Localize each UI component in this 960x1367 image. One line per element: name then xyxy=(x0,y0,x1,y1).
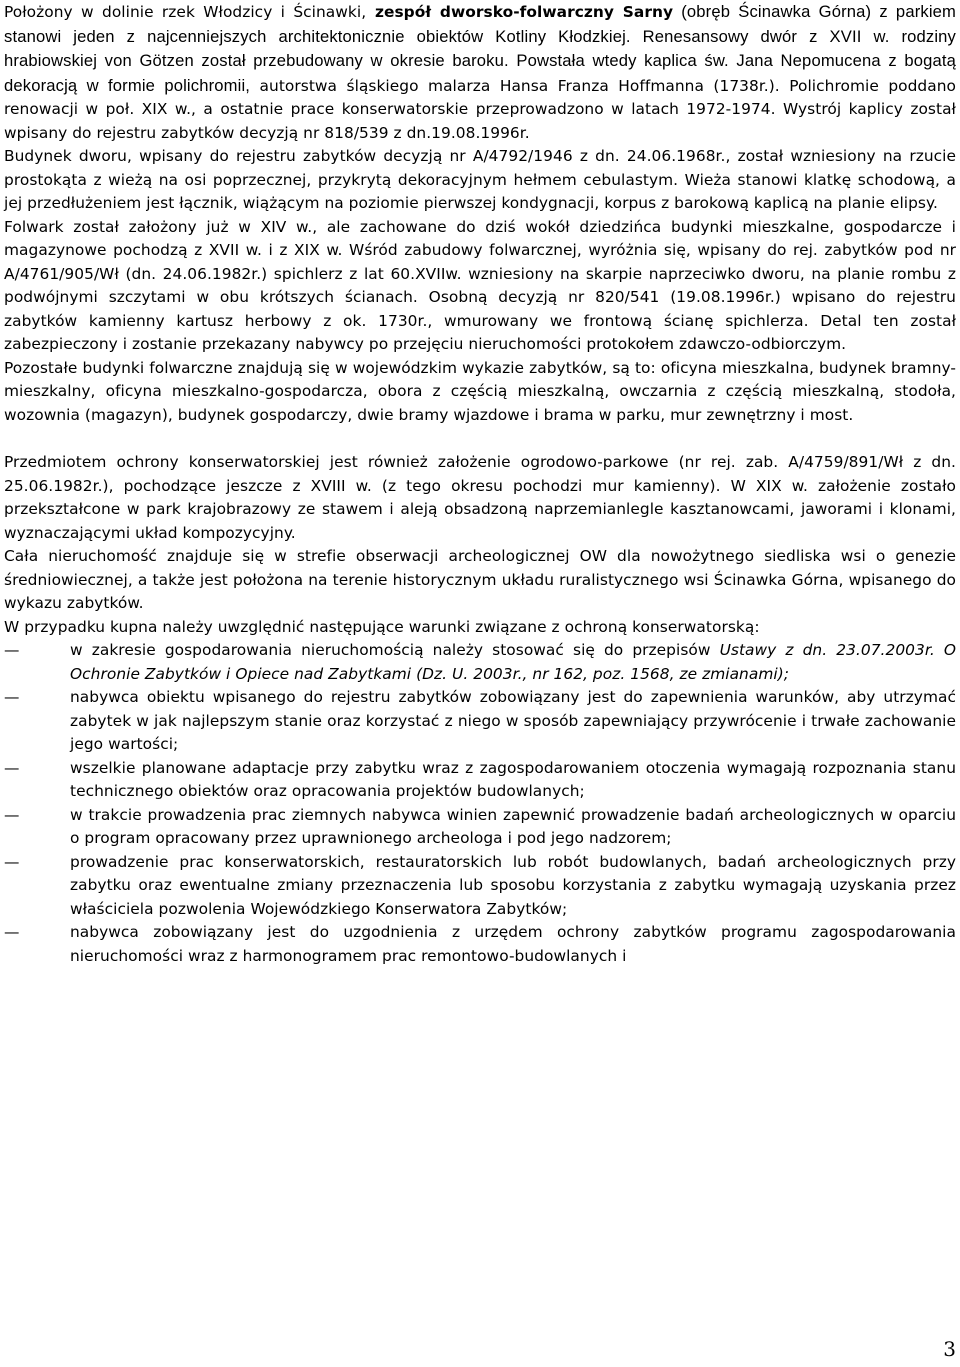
list-item-text: nabywca zobowiązany jest do uzgodnienia z urzędem ochrony zabytków programu zagospodarowania nieruchomości wraz z harmonogramem prac remontowo-budowlanych i xyxy=(70,923,956,965)
dash-bullet: — xyxy=(4,688,20,706)
list-item-text: w zakresie gospodarowania nieruchomością należy stosować się do przepisów xyxy=(70,641,720,659)
intro-text-start: Położony w dolinie rzek Włodzicy i Ścinawki, xyxy=(4,3,367,21)
paragraph-farm: Folwark został założony już w XIV w., ale zachowane do dziś wokół dziedzińca budynki mieszkalne, gospodarcze i magazynowe pochodzą z XVII w. i z XIX w. Wśród zabudowy folwarcznej, wyróżnia się, wpisany do rej. zabytków pod nr A/4761/905/Wł (dn. 24.06.1982r.) spichlerz z lat 60.XVIIw. wzniesiony na skarpie naprzeciwko dworu, na planie rombu z podwójnymi szczytami w obu krótszych ścianach. Osobną decyzją nr 820/541 (19.08.1996r.) wpisano do rejestru zabytków kamienny kartusz herbowy z ok. 1730r., wmurowany we frontową ścianę spichlerza. Detal ten został zabezpieczony i zostanie przekazany nabywcy po przejęciu nieruchomości protokołem zdawczo-odbiorczym. xyxy=(4,217,956,353)
intro-bold-name: zespół dworsko-folwarczny Sarny xyxy=(366,3,674,21)
intro-text-end: autorstwa śląskiego malarza Hansa Franza Hoffmanna (1738r.). Polichromie poddano renowacji w poł. XIX w., a ostatnie prace konserwatorskie przeprowadzono w latach 1972-1974. Wystrój kaplicy został wpisany do rejestru zabytków decyzją nr 818/539 z dn.19.08.1996r. xyxy=(4,76,956,142)
dash-bullet: — xyxy=(4,758,20,777)
intro-text-arial: (obręb Ścinawka Górna) z parkiem stanowi jeden z najcenniejszych architektonicznie obiektów Kotliny Kłodzkiej. Renesansowy dwór z XVII w. rodziny hrabiowskiej von Götzen został przebudowany w okresie baroku. Powstała wtedy kaplica św. Jana Nepomucena z bogatą dekoracją w formie polichromii, xyxy=(4,2,957,95)
list-item xyxy=(4,686,956,757)
list-item xyxy=(4,921,956,968)
paragraph-spacer xyxy=(4,427,956,451)
paragraph-manor: Budynek dworu, wpisany do rejestru zabytków decyzją nr A/4792/1946 z dn. 24.06.1968r., został wzniesiony na rzucie prostokąta z wieżą na osi poprzecznej, przykrytą dekoracyjnym hełmem cebulastym. Wieża stanowi klatkę schodową, a jej przedłużeniem jest łącznik, wiążącym na poziomie pierwszej kondygnacji, korpus z barokową kaplicą na planie elipsy. xyxy=(4,147,956,212)
paragraph-park: Przedmiotem ochrony konserwatorskiej jest również założenie ogrodowo-parkowe (nr rej. zab. A/4759/891/Wł z dn. 25.06.1982r.), pochodzące jeszcze z XVIII w. (z tego okresu pochodzi mur kamienny). W XIX w. założenie zostało przekształcone w park krajobrazowy ze stawem i aleją obsadzoną naprzemianlegle kasztanowcami, jaworami i klonami, wyznaczającymi układ kompozycyjny. xyxy=(4,453,956,542)
list-item-text: prowadzenie prac konserwatorskich, restauratorskich lub robót budowlanych, badań archeologicznych przy zabytku oraz ewentualne zmiany przeznaczenia lub sposobu korzystania z zabytku wymagają uzyskania przez właściciela pozwolenia Wojewódzkiego Konserwatora Zabytków; xyxy=(70,852,956,918)
list-item-text: w trakcie prowadzenia prac ziemnych nabywca winien zapewnić prowadzenie badań archeologicznych w oparciu o program opracowany przez uprawnionego archeologa i pod jego nadzorem; xyxy=(70,805,956,847)
conditions-list xyxy=(4,639,956,968)
list-item-text: nabywca obiektu wpisanego do rejestru zabytków zobowiązany jest do zapewnienia warunków, aby utrzymać zabytek w jak najlepszym stanie oraz korzystać z niego w sposób zapewniający przywrócenie i trwałe zachowanie jego wartości; xyxy=(70,688,956,753)
dash-bullet: — xyxy=(4,852,20,871)
list-item xyxy=(4,804,956,851)
paragraph-farm-buildings: Pozostałe budynki folwarczne znajdują się w wojewódzkim wykazie zabytków, są to: oficyna mieszkalna, budynek bramny-mieszkalny, oficyna mieszkalno-gospodarcza, obora z częścią mieszkalną, owczarnia z częścią mieszkalną, stodoła, wozownia (magazyn), budynek gospodarczy, dwie bramy wjazdowe i brama w parku, mur zewnętrzny i most. xyxy=(4,358,956,424)
dash-bullet: — xyxy=(4,805,20,824)
list-item xyxy=(4,851,956,922)
dash-bullet: — xyxy=(4,923,20,941)
paragraph-conditions-intro: W przypadku kupna należy uwzględnić następujące warunki związane z ochroną konserwatorską: xyxy=(4,617,760,636)
page-number: 3 xyxy=(943,1337,956,1361)
list-item-text: wszelkie planowane adaptacje przy zabytku wraz z zagospodarowaniem otoczenia wymagają rozpoznania stanu technicznego obiektów oraz opracowania projektów budowlanych; xyxy=(70,758,956,800)
dash-bullet: — xyxy=(4,641,20,659)
paragraph-intro xyxy=(4,0,956,145)
list-item-text-italic: Ustawy z dn. 23.07.2003r. O Ochronie Zabytków i Opiece nad Zabytkami (Dz. U. 2003r., nr 162, poz. 1568, ze zmianami); xyxy=(70,641,956,683)
list-item xyxy=(4,757,956,804)
document-page xyxy=(4,0,956,968)
paragraph-archaeology: Cała nieruchomość znajduje się w strefie obserwacji archeologicznej OW dla nowożytnego siedliska wsi o genezie średniowiecznej, a także jest położona na terenie historycznym układu ruralistycznego wsi Ścinawka Górna, wpisanego do wykazu zabytków. xyxy=(4,547,956,612)
list-item xyxy=(4,639,956,686)
